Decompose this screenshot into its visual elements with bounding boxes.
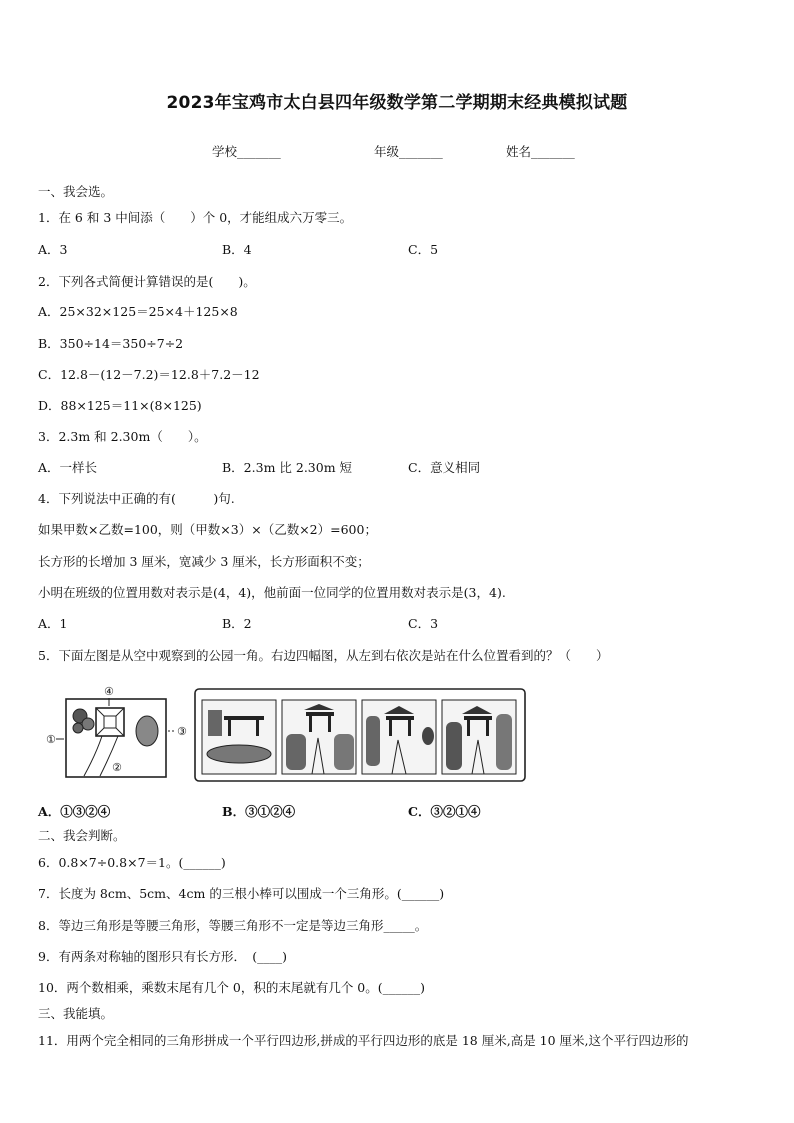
- view-panel-2: [282, 700, 356, 774]
- q4-statement-3: 小明在班级的位置用数对表示是(4，4)，他前面一位同学的位置用数对表示是(3，4).: [38, 585, 506, 600]
- q3-option-a: A．一样长: [38, 460, 98, 475]
- q4-statement-1: 如果甲数×乙数=100，则（甲数×3）×（乙数×2）=600；: [38, 522, 377, 537]
- q1-option-c: C．5: [408, 242, 439, 257]
- q5-option-b: B．③①②④: [222, 804, 296, 819]
- q3-stem: 3．2.3m 和 2.30m（ ）。: [38, 429, 207, 444]
- q8: 8．等边三角形是等腰三角形，等腰三角形不一定是等边三角形_____。: [38, 918, 428, 933]
- q5-stem: 5．下面左图是从空中观察到的公园一角。右边四幅图，从左到右依次是站在什么位置看到的？（ ）: [38, 648, 609, 663]
- section-heading-3: 三、我能填。: [38, 1006, 114, 1021]
- map-label-1: ①: [46, 733, 56, 746]
- section-heading-1: 一、我会选。: [38, 184, 114, 199]
- q3-option-c: C．意义相同: [408, 460, 481, 475]
- q1-option-a: A．3: [38, 242, 68, 257]
- q9: 9．有两条对称轴的图形只有长方形． (____): [38, 949, 287, 964]
- map-label-4: ④: [104, 685, 114, 698]
- q2-option-d: D．88×125＝11×(8×125): [38, 398, 202, 413]
- q4-option-a: A．1: [38, 616, 68, 631]
- q11: 11．用两个完全相同的三角形拼成一个平行四边形,拼成的平行四边形的底是 18 厘米,高是 10 厘米,这个平行四边形的: [38, 1033, 689, 1048]
- grade-field: 年级_______: [374, 144, 443, 159]
- view-panel-3: [362, 700, 436, 774]
- name-field: 姓名_______: [506, 144, 575, 159]
- q2-option-a: A．25×32×125＝25×4＋125×8: [38, 304, 238, 319]
- page-title: 2023年宝鸡市太白县四年级数学第二学期期末经典模拟试题: [166, 93, 628, 113]
- q3-option-b: B．2.3m 比 2.30m 短: [222, 460, 353, 475]
- q1-option-b: B．4: [222, 242, 252, 257]
- q4-stem: 4．下列说法中正确的有( )句.: [38, 491, 235, 506]
- q4-option-b: B．2: [222, 616, 252, 631]
- view-panel-4: [442, 700, 516, 774]
- q4-option-c: C．3: [408, 616, 439, 631]
- q5-option-c: C．③②①④: [408, 804, 481, 819]
- map-label-3: ③: [177, 725, 187, 738]
- q7: 7．长度为 8cm、5cm、4cm 的三根小棒可以围成一个三角形。(______): [38, 886, 445, 901]
- q2-stem: 2．下列各式简便计算错误的是( )。: [38, 274, 256, 289]
- q2-option-b: B．350÷14＝350÷7÷2: [38, 336, 184, 351]
- four-views-figure: [194, 688, 526, 782]
- q1-stem: 1．在 6 和 3 中间添（ ）个 0，才能组成六万零三。: [38, 210, 353, 225]
- section-heading-2: 二、我会判断。: [38, 828, 126, 843]
- q6: 6．0.8×7÷0.8×7＝1。(______): [38, 855, 226, 870]
- q10: 10．两个数相乘，乘数末尾有几个 0，积的末尾就有几个 0。(______): [38, 980, 426, 995]
- map-label-2: ②: [112, 761, 122, 774]
- view-panel-1: [202, 700, 276, 774]
- park-map-figure: [44, 684, 190, 780]
- school-field: 学校_______: [212, 144, 281, 159]
- q4-statement-2: 长方形的长增加 3 厘米，宽减少 3 厘米，长方形面积不变；: [38, 554, 370, 569]
- q5-option-a: A．①③②④: [38, 804, 111, 819]
- q2-option-c: C．12.8－(12－7.2)＝12.8＋7.2－12: [38, 367, 260, 382]
